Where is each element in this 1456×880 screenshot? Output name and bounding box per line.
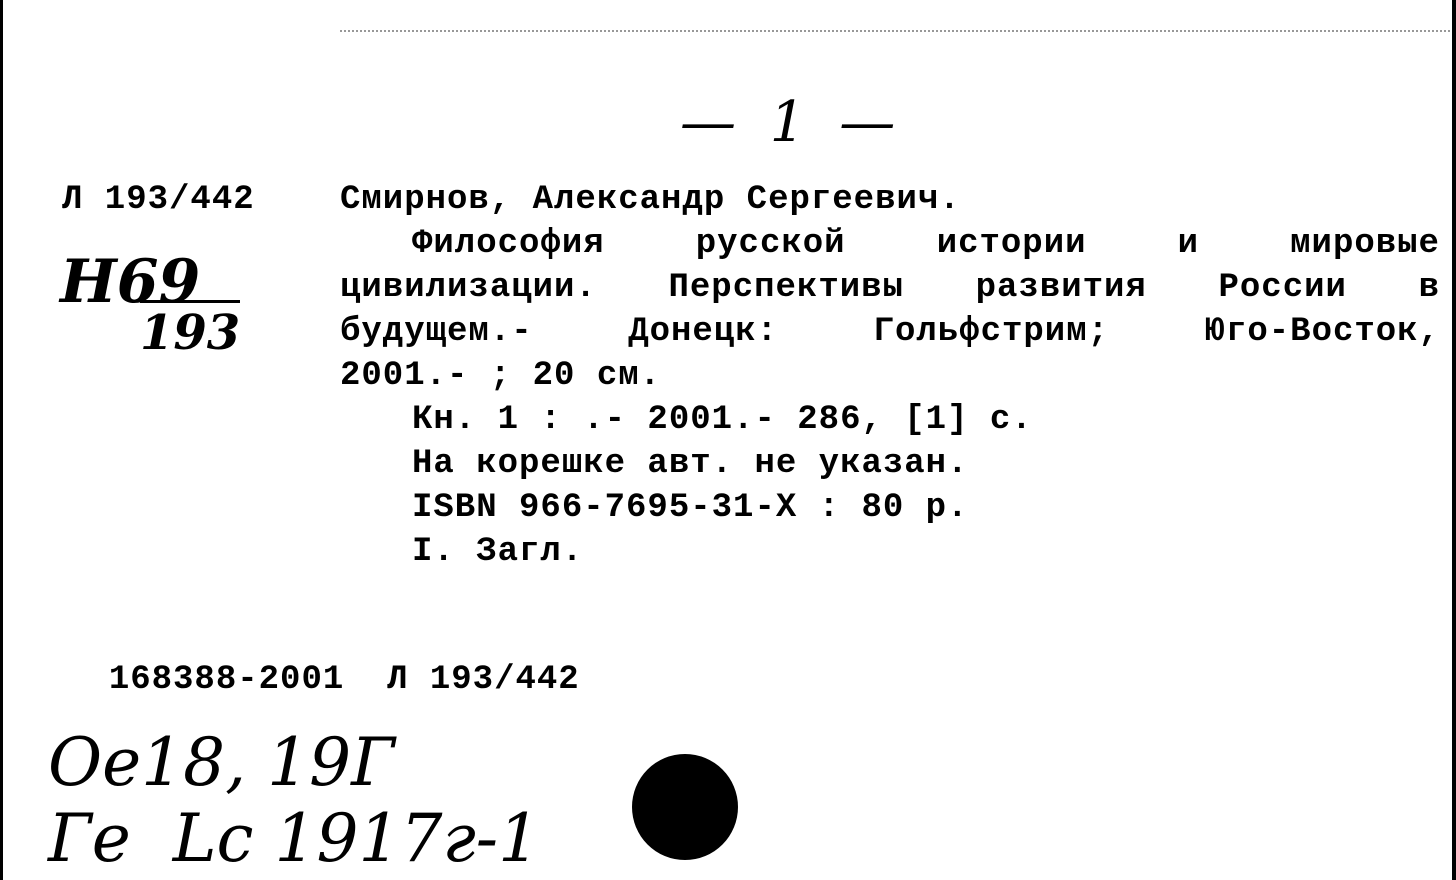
- call-number: Л 193/442: [62, 181, 255, 219]
- title-word: Гольфстрим;: [873, 313, 1109, 351]
- title-word: и: [1177, 225, 1200, 263]
- scan-noise: [340, 30, 1450, 40]
- title-line-1: [340, 222, 1440, 266]
- isbn-line: ISBN 966-7695-31-X : 80 р.: [412, 489, 969, 527]
- imprint-line: 2001.- ; 20 см.: [340, 357, 662, 395]
- title-word: Донецк:: [628, 313, 779, 351]
- title-word: в: [1418, 269, 1440, 307]
- title-word: цивилизации.: [340, 269, 597, 307]
- title-word: Перспективы: [668, 269, 904, 307]
- record-number: 168388-2001: [108, 661, 345, 699]
- footer-record: [66, 614, 580, 702]
- handwritten-shelf-code-sub: 193: [140, 300, 240, 361]
- handwritten-shelf-code: Н69: [60, 247, 201, 317]
- title-word: будущем.-: [340, 313, 533, 351]
- title-word: Юго-Восток,: [1204, 313, 1440, 351]
- title-line-2: [340, 266, 1440, 310]
- tracing-line: I. Загл.: [412, 533, 584, 571]
- title-word: истории: [936, 225, 1087, 263]
- volume-line: Кн. 1 : .- 2001.- 286, [1] с.: [412, 401, 1033, 439]
- handwritten-note-1: Ое18, 19Г: [48, 724, 395, 801]
- title-word: России: [1218, 269, 1347, 307]
- title-word: развития: [975, 269, 1147, 307]
- card-right-edge: [1452, 0, 1456, 880]
- handwritten-note-2: Ге Lс 1917г-1: [48, 800, 541, 877]
- title-word: мировые: [1290, 225, 1440, 263]
- title-word: русской: [695, 225, 846, 263]
- catalog-entry: [340, 178, 1440, 574]
- page-number: — 1 —: [680, 90, 904, 155]
- title-word: Философия: [412, 225, 605, 263]
- footer-call-number: Л 193/442: [387, 661, 580, 699]
- note-line: На корешке авт. не указан.: [412, 445, 969, 483]
- punch-hole: [632, 754, 738, 860]
- title-line-3: [340, 310, 1440, 354]
- author-line: Смирнов, Александр Сергеевич.: [340, 181, 961, 219]
- card-left-edge: [0, 0, 3, 880]
